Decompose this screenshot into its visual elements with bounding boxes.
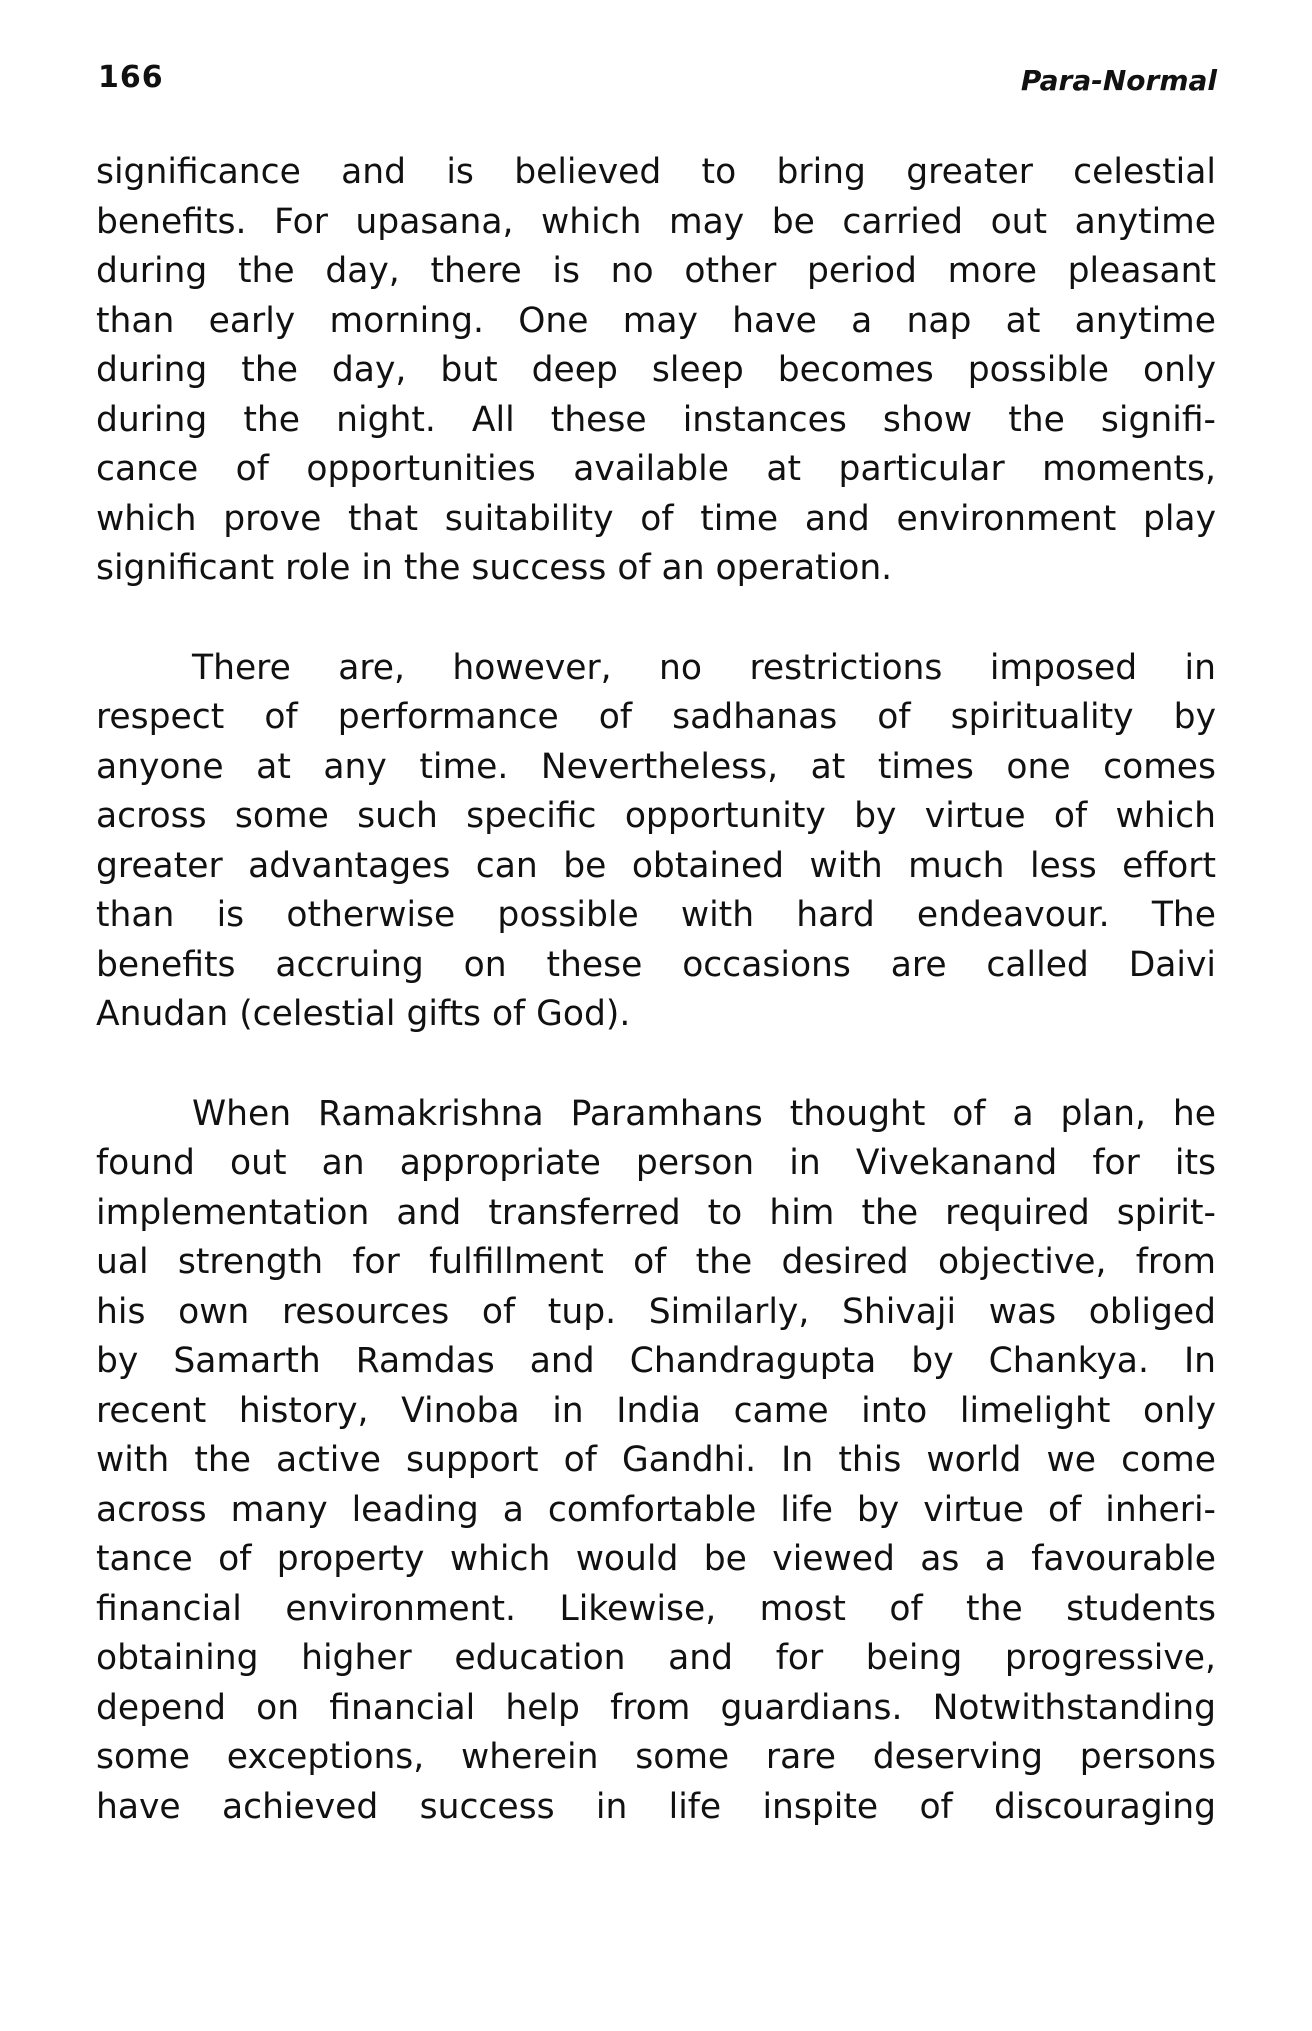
text-line: during the night. All these instances show the signifi- — [96, 399, 1216, 440]
text-line: some exceptions, wherein some rare deserving persons — [96, 1737, 1216, 1777]
body-text — [96, 148, 1216, 1832]
text-line: than is otherwise possible with hard endeavour. The — [96, 895, 1216, 935]
paragraph-restrictions — [96, 644, 1216, 1040]
text-line: obtaining higher education and for being progressive, — [96, 1638, 1216, 1678]
text-line: cance of opportunities available at particular moments, — [96, 449, 1216, 489]
text-line: recent history, Vinoba in India came into limelight only — [96, 1390, 1216, 1431]
text-line: across many leading a comfortable life by virtue of inheri- — [96, 1489, 1216, 1530]
text-line: across some such specific opportunity by virtue of which — [96, 796, 1216, 836]
text-line: benefits. For upasana, which may be carried out anytime — [96, 201, 1216, 242]
text-line: during the day, but deep sleep becomes possible only — [96, 350, 1216, 390]
text-line: during the day, there is no other period more pleasant — [96, 251, 1216, 291]
paragraph-significance — [96, 148, 1216, 594]
text-line: with the active support of Gandhi. In this world we come — [96, 1440, 1216, 1480]
running-head: Para-Normal — [1020, 64, 1217, 97]
text-line: than early morning. One may have a nap at anytime — [96, 300, 1216, 341]
paragraph-ramakrishna — [96, 1090, 1216, 1833]
text-line: greater advantages can be obtained with much less effort — [96, 845, 1216, 886]
text-line: significant role in the success of an operation. — [96, 548, 893, 588]
page-number: 166 — [98, 60, 164, 95]
text-line: ual strength for fulfillment of the desired objective, from — [96, 1242, 1216, 1282]
text-line: respect of performance of sadhanas of spirituality by — [96, 697, 1216, 737]
text-line: tance of property which would be viewed as a favourable — [96, 1539, 1216, 1579]
text-line: found out an appropriate person in Vivekanand for its — [96, 1143, 1216, 1183]
text-line: which prove that suitability of time and environment play — [96, 498, 1216, 539]
text-line: When Ramakrishna Paramhans thought of a plan, he — [192, 1093, 1216, 1134]
text-line: benefits accruing on these occasions are called Daivi — [96, 944, 1216, 985]
text-line: by Samarth Ramdas and Chandragupta by Chankya. In — [96, 1341, 1216, 1381]
text-line: significance and is believed to bring greater celestial — [96, 152, 1216, 192]
text-line: Anudan (celestial gifts of God). — [96, 994, 631, 1034]
text-line: anyone at any time. Nevertheless, at times one comes — [96, 746, 1216, 787]
text-line: have achieved success in life inspite of discouraging — [96, 1786, 1216, 1827]
text-line: his own resources of tup. Similarly, Shivaji was obliged — [96, 1291, 1216, 1332]
text-line: There are, however, no restrictions imposed in — [192, 647, 1216, 688]
text-line: implementation and transferred to him the required spirit- — [96, 1192, 1216, 1233]
text-line: financial environment. Likewise, most of the students — [96, 1588, 1216, 1629]
text-line: depend on financial help from guardians. Notwithstanding — [96, 1687, 1216, 1728]
